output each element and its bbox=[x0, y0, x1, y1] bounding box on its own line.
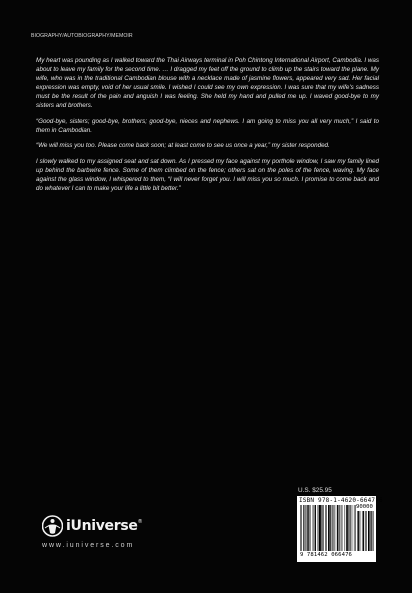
price-label: U.S. $25.95 bbox=[298, 487, 332, 494]
barcode-bar bbox=[339, 505, 340, 551]
barcode bbox=[297, 496, 383, 562]
barcode-bar bbox=[348, 505, 349, 551]
barcode-bar bbox=[310, 505, 311, 551]
barcode-bar bbox=[325, 505, 326, 551]
barcode-bar bbox=[307, 505, 308, 551]
barcode-bar bbox=[357, 511, 358, 551]
barcode-bar bbox=[341, 505, 342, 551]
barcode-bar bbox=[358, 511, 359, 551]
barcode-bar bbox=[335, 505, 336, 551]
barcode-bar bbox=[365, 511, 366, 551]
barcode-addon-bars bbox=[357, 511, 374, 551]
barcode-bar bbox=[345, 505, 346, 551]
barcode-bar bbox=[362, 511, 363, 551]
barcode-bar bbox=[354, 505, 355, 551]
barcode-bar bbox=[374, 511, 375, 551]
barcode-number: 9 781462 066476 bbox=[300, 552, 353, 558]
barcode-bar bbox=[366, 511, 367, 551]
barcode-bar bbox=[321, 505, 322, 551]
registered-mark: ® bbox=[137, 519, 143, 525]
barcode-bar bbox=[337, 505, 338, 551]
barcode-addon-number: 90000 bbox=[356, 504, 373, 510]
barcode-bar bbox=[352, 505, 353, 551]
barcode-bar bbox=[371, 511, 372, 551]
iuniverse-logo-icon bbox=[42, 515, 63, 537]
barcode-bar bbox=[308, 505, 309, 551]
excerpt-paragraph-3: “We will miss you too. Please come back soon; at least come to see us once a year,” my sister responded. bbox=[36, 142, 330, 150]
barcode-bar bbox=[330, 505, 331, 551]
barcode-bar bbox=[315, 505, 316, 551]
barcode-bar bbox=[323, 505, 324, 551]
excerpt-paragraph-1: My heart was pounding as I walked toward the Thai Airways terminal in Poh Chintong International Airport, Cambodia. I was about to leave my family for the second time. … I dragged my feet off the ground to climb up the stairs toward the plane. My wife, who was in the traditional Cambodian blouse with a necklace made of jasmine flowers, appeared very sad. Her facial expression was empty, void of her usual smile. I wished I could see my own expression. I was sure that my wife's sadness must be the result of the pain and anguish I was feeling. She held my hand and pulled me up. I waved good-bye to my sisters and brothers. bbox=[36, 57, 379, 110]
barcode-bar bbox=[318, 505, 319, 551]
barcode-bar bbox=[334, 505, 335, 551]
excerpt-text bbox=[36, 56, 379, 199]
barcode-bar bbox=[300, 505, 301, 551]
barcode-bar bbox=[301, 505, 302, 551]
barcode-bar bbox=[313, 505, 314, 551]
barcode-bar bbox=[342, 505, 343, 551]
barcode-bar bbox=[314, 505, 315, 551]
barcode-bar bbox=[346, 505, 348, 551]
publisher-block bbox=[36, 513, 176, 557]
isbn-text: ISBN 978-1-4620-6647-6 bbox=[299, 497, 383, 504]
barcode-bar bbox=[355, 505, 356, 551]
barcode-bars bbox=[300, 505, 356, 551]
barcode-bar bbox=[332, 505, 333, 551]
publisher-name-text: iUniverse bbox=[66, 518, 138, 534]
barcode-bar bbox=[360, 511, 361, 551]
category-label: BIOGRAPHY/AUTOBIOGRAPHY/MEMOIR bbox=[31, 33, 133, 39]
barcode-bar bbox=[368, 511, 370, 551]
barcode-bar bbox=[363, 511, 364, 551]
barcode-bar bbox=[328, 505, 330, 551]
barcode-bar bbox=[319, 505, 321, 551]
publisher-name bbox=[66, 518, 142, 534]
barcode-bar bbox=[326, 505, 327, 551]
barcode-bar bbox=[370, 511, 371, 551]
excerpt-paragraph-2: “Good-bye, sisters; good-bye, brothers; good-bye, nieces and nephews. I am going to miss you all very much,” I said to them in Cambodian. bbox=[36, 117, 379, 134]
barcode-bar bbox=[350, 505, 351, 551]
excerpt-paragraph-4: I slowly walked to my assigned seat and sat down. As I pressed my face against my porthole window, I saw my family lined up behind the barbwire fence. Some of them climbed on the fence; others sat on the poles of the fence, waving. My face against the glass window, I whispered to them, “I will never forget you. I will miss you so much. I promise to come back and do whatever I can to make your life a little bit better.” bbox=[36, 157, 379, 193]
barcode-bar bbox=[303, 505, 304, 551]
barcode-bar bbox=[305, 505, 306, 551]
publisher-website: www.iuniverse.com bbox=[42, 542, 135, 549]
